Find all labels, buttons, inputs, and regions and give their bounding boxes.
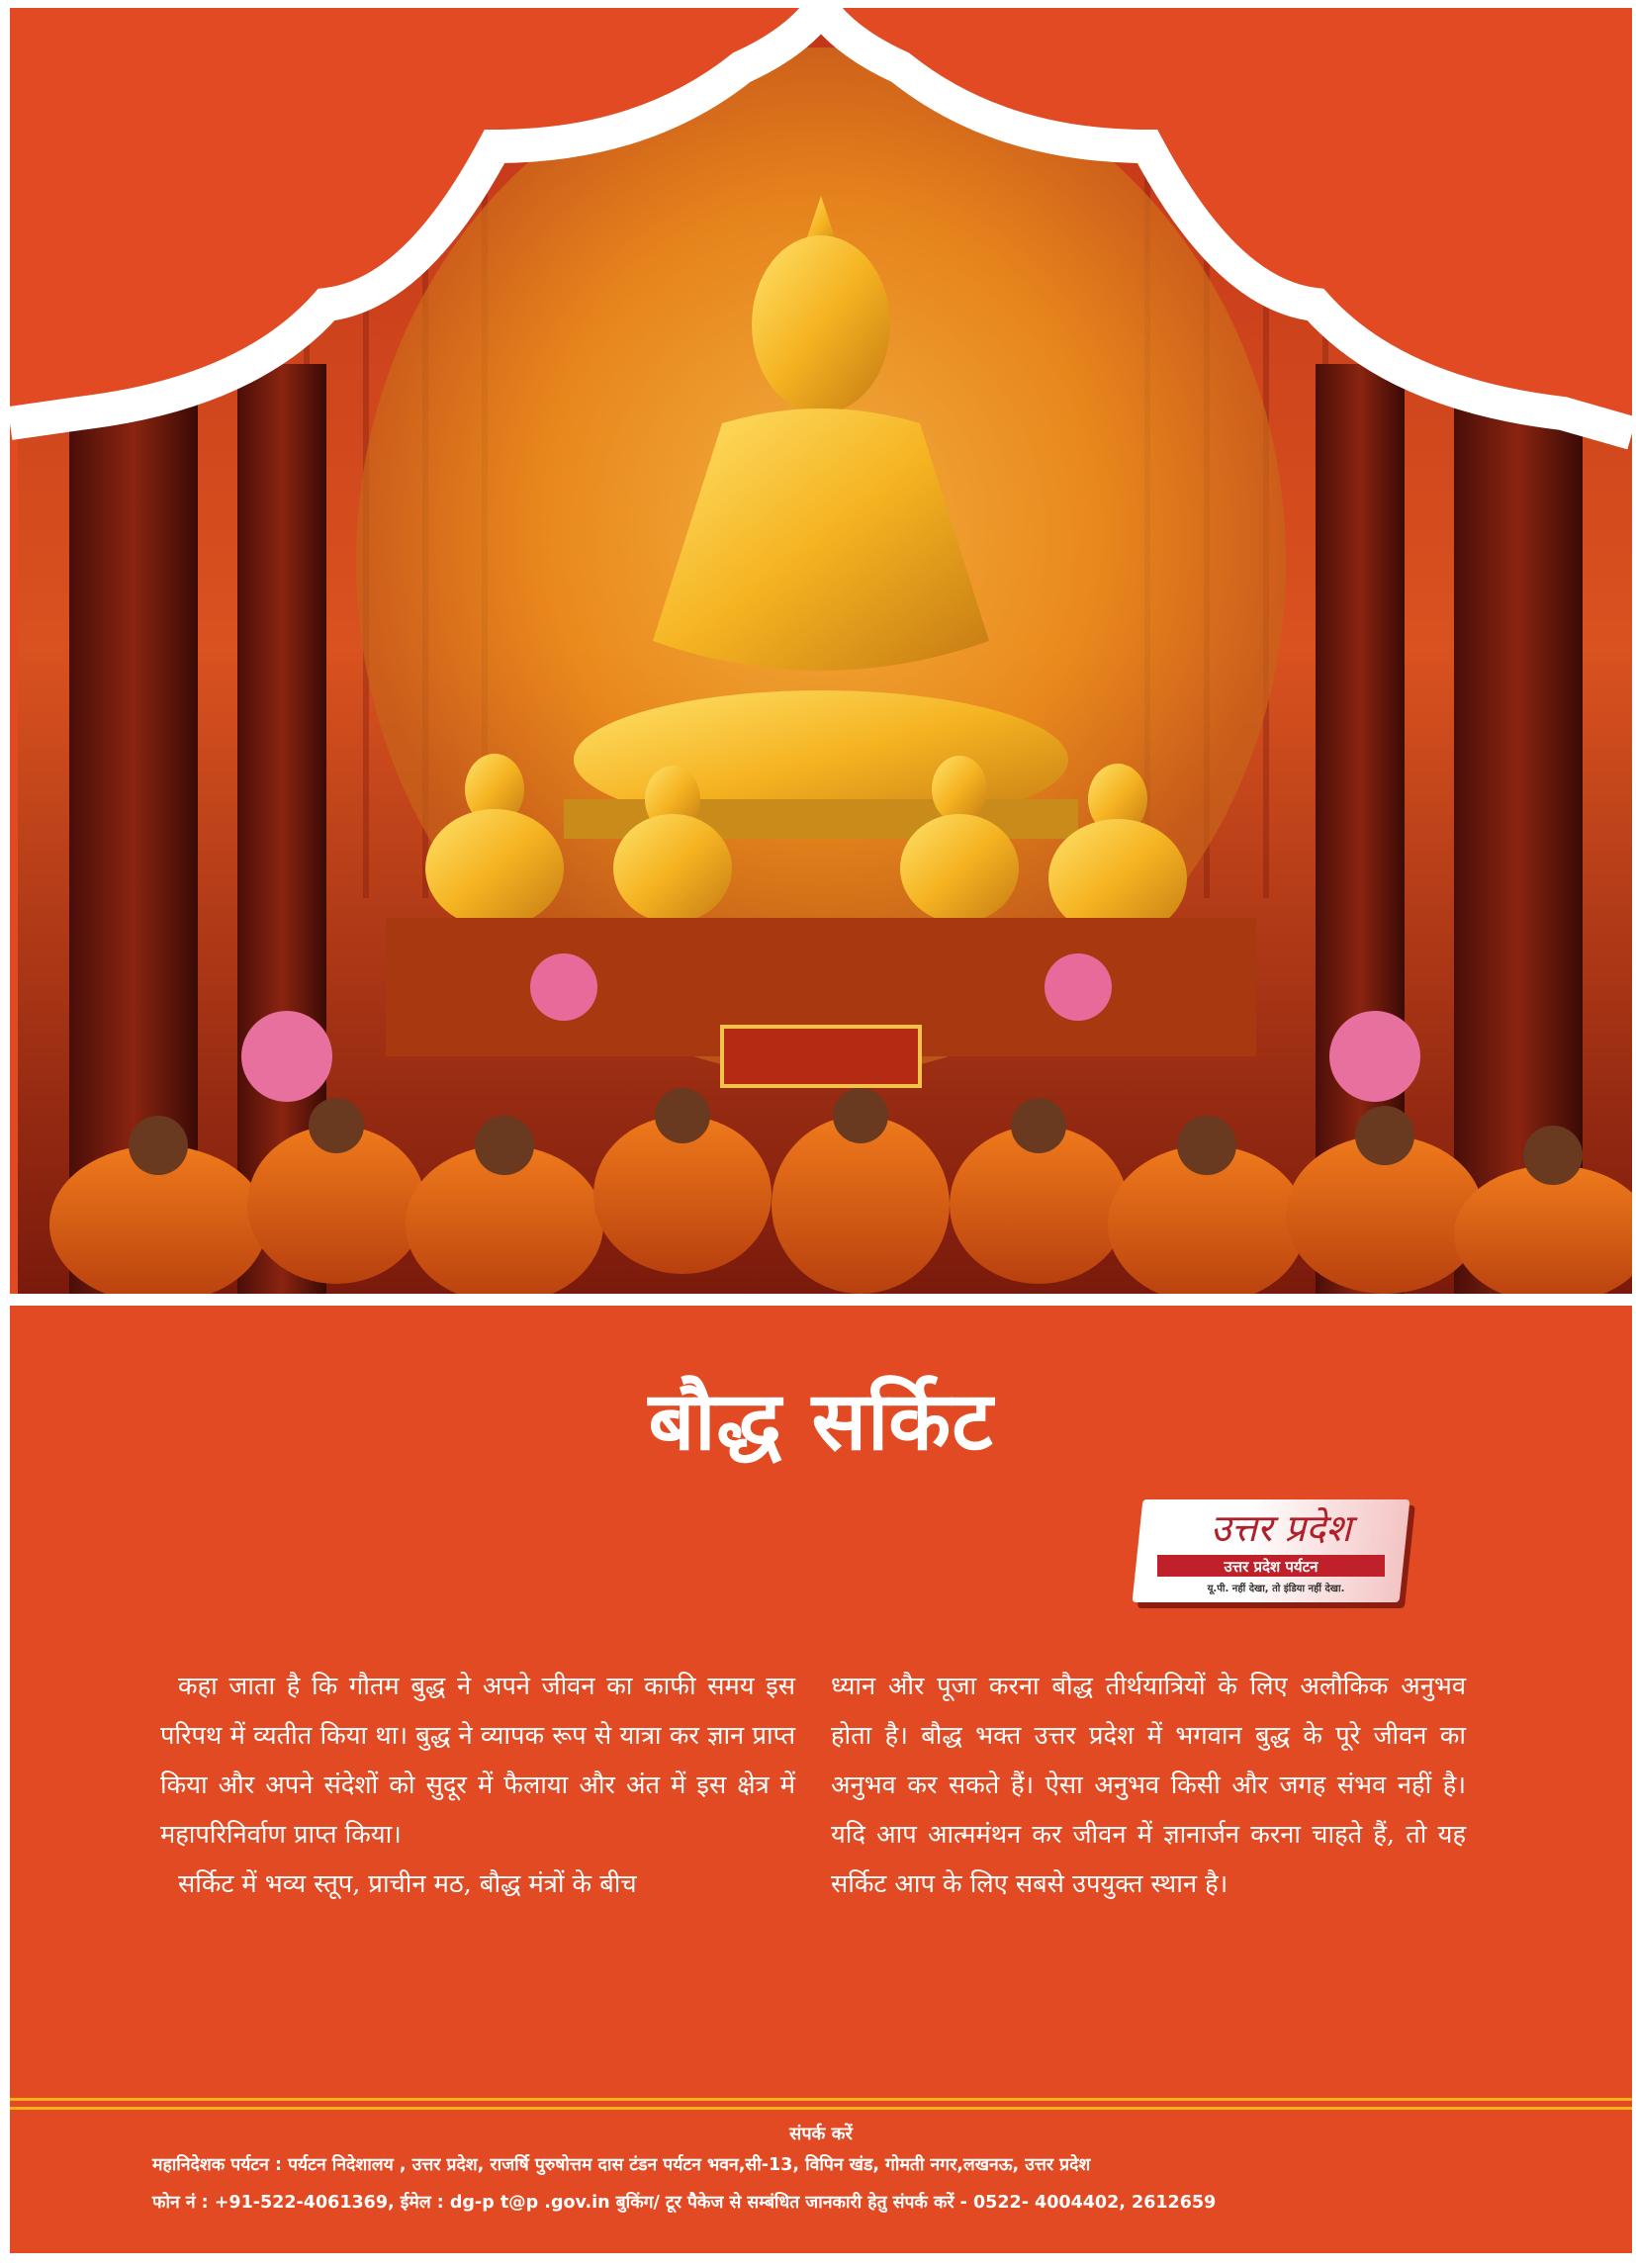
body-column-right [831,1662,1466,1909]
footer-rule-bottom [10,2107,1632,2110]
up-tourism-logo [1137,1499,1426,1614]
footer-title: संपर्क करें [789,2124,853,2144]
poster-page [10,8,1632,2253]
footer-address: महानिदेशक पर्यटन : पर्यटन निदेशालय , उत्तर प्रदेश, राजर्षि पुरुषोत्तम दास टंडन पर्यटन भवन,सी-13, विपिन खंड, गोमती नगर,लखनऊ, उत्तर प्रदेश [152,2155,1091,2175]
body-paragraph: कहा जाता है कि गौतम बुद्ध ने अपने जीवन का काफी समय इस परिपथ में व्यतीत किया था। बुद्ध ने व्यापक रूप से यात्रा कर ज्ञान प्राप्त किया और अपने संदेशों को सुदूर में फैलाया और अंत में इस क्षेत्र में महापरिनिर्वाण प्राप्त किया। [160,1672,795,1850]
logo-name: उत्तर प्रदेश पर्यटन [1224,1558,1318,1576]
logo-script-text: उत्तर प्रदेश [1210,1506,1352,1550]
footer-rule-top [10,2098,1632,2101]
buddha-temple-photo [10,8,1632,1306]
page-title: बौद्ध सर्किट [648,1375,994,1469]
body-column-left [160,1662,795,1909]
body-paragraph: ध्यान और पूजा करना बौद्ध तीर्थयात्रियों के लिए अलौकिक अनुभव होता है। बौद्ध भक्त उत्तर प्रदेश में भगवान बुद्ध के पूरे जीवन का अनुभव कर सकते हैं। ऐसा अनुभव किसी और जगह संभव नहीं है। यदि आप आत्ममंथन कर जीवन में ज्ञानार्जन करना चाहते हैं, तो यह सर्किट आप के लिए सबसे उपयुक्त स्थान है। [831,1672,1466,1899]
logo-tagline: यू.पी. नहीं देखा, तो इंडिया नहीं देखा. [1207,1584,1345,1594]
body-paragraph: सर्किट में भव्य स्तूप, प्राचीन मठ, बौद्ध मंत्रों के बीच [178,1869,637,1899]
footer-contact: फोन नं : +91-522-4061369, ईमेल : dg-p t@p .gov.in बुकिंग/ टूर पैकेज से सम्बंधित जानकारी हेतु संपर्क करें - 0522- 4004402, 2612659 [152,2193,1217,2213]
